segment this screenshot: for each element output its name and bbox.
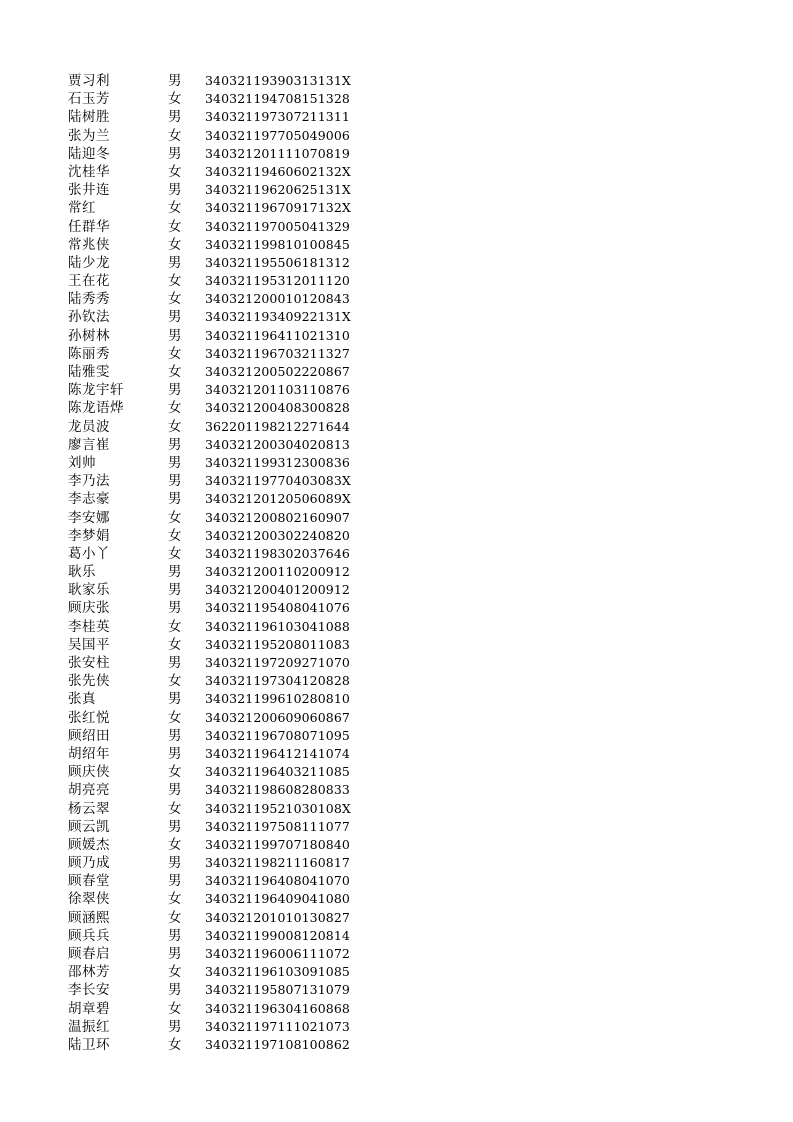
id-number-cell: 34032120120506089X bbox=[205, 491, 351, 507]
id-number-cell: 340321197209271070 bbox=[205, 655, 350, 670]
gender-cell: 男 bbox=[168, 145, 182, 162]
name-cell: 任群华 bbox=[68, 218, 110, 235]
gender-cell: 女 bbox=[168, 909, 182, 926]
name-cell: 刘帅 bbox=[68, 454, 96, 471]
table-row bbox=[0, 545, 793, 563]
gender-cell: 男 bbox=[168, 436, 182, 453]
table-row bbox=[0, 1036, 793, 1054]
name-list-table bbox=[0, 72, 793, 1054]
gender-cell: 女 bbox=[168, 200, 182, 217]
name-cell: 张为兰 bbox=[68, 127, 110, 144]
id-number-cell: 340321196103091085 bbox=[205, 964, 350, 980]
gender-cell: 女 bbox=[168, 364, 182, 380]
gender-cell: 女 bbox=[168, 709, 182, 726]
gender-cell: 男 bbox=[168, 691, 182, 708]
table-row bbox=[0, 181, 793, 199]
name-cell: 李志豪 bbox=[68, 491, 110, 508]
table-row bbox=[0, 909, 793, 927]
table-row bbox=[0, 72, 793, 90]
table-row bbox=[0, 290, 793, 308]
gender-cell: 女 bbox=[168, 636, 182, 653]
table-row bbox=[0, 490, 793, 508]
name-cell: 龙员波 bbox=[68, 418, 110, 435]
name-cell: 胡亮亮 bbox=[68, 782, 110, 799]
gender-cell: 女 bbox=[168, 91, 182, 108]
table-row bbox=[0, 236, 793, 254]
name-cell: 孙树林 bbox=[68, 327, 110, 344]
name-cell: 杨云翠 bbox=[68, 800, 110, 817]
gender-cell: 女 bbox=[168, 527, 182, 544]
table-row bbox=[0, 599, 793, 617]
name-cell: 石玉芳 bbox=[68, 91, 110, 108]
id-number-cell: 340321195506181312 bbox=[205, 254, 350, 270]
table-row bbox=[0, 763, 793, 781]
gender-cell: 女 bbox=[168, 964, 182, 981]
gender-cell: 女 bbox=[168, 800, 182, 817]
table-row bbox=[0, 927, 793, 945]
name-cell: 顾绍田 bbox=[68, 727, 110, 744]
id-number-cell: 340321196103041088 bbox=[205, 618, 350, 634]
id-number-cell: 340321196304160868 bbox=[205, 1000, 350, 1016]
table-row bbox=[0, 727, 793, 745]
gender-cell: 女 bbox=[168, 1036, 182, 1053]
name-cell: 陆少龙 bbox=[68, 254, 110, 271]
name-cell: 李桂英 bbox=[68, 618, 110, 635]
table-row bbox=[0, 963, 793, 981]
table-row bbox=[0, 690, 793, 708]
name-cell: 胡绍年 bbox=[68, 745, 110, 762]
gender-cell: 男 bbox=[168, 564, 182, 581]
gender-cell: 女 bbox=[168, 236, 182, 253]
table-row bbox=[0, 872, 793, 890]
table-row bbox=[0, 781, 793, 799]
id-number-cell: 34032119340922131X bbox=[205, 309, 351, 325]
table-row bbox=[0, 127, 793, 145]
table-row bbox=[0, 654, 793, 672]
id-number-cell: 340321197307211311 bbox=[205, 109, 350, 125]
name-cell: 胡章碧 bbox=[68, 1000, 110, 1017]
name-cell: 顾云凯 bbox=[68, 818, 110, 835]
gender-cell: 男 bbox=[168, 982, 182, 999]
table-row bbox=[0, 745, 793, 763]
id-number-cell: 340321200010120843 bbox=[205, 291, 350, 307]
gender-cell: 男 bbox=[168, 491, 182, 508]
name-cell: 耿乐 bbox=[68, 564, 96, 581]
id-number-cell: 340321200304020813 bbox=[205, 436, 350, 452]
id-number-cell: 340321196708071095 bbox=[205, 727, 350, 743]
table-row bbox=[0, 981, 793, 999]
id-number-cell: 340321197304120828 bbox=[205, 673, 350, 689]
id-number-cell: 340321201111070819 bbox=[205, 145, 350, 161]
gender-cell: 男 bbox=[168, 109, 182, 126]
gender-cell: 女 bbox=[168, 291, 182, 308]
gender-cell: 女 bbox=[168, 163, 182, 180]
table-row bbox=[0, 308, 793, 326]
gender-cell: 男 bbox=[168, 327, 182, 344]
name-cell: 孙钦法 bbox=[68, 309, 110, 326]
name-cell: 葛小丫 bbox=[68, 545, 110, 562]
name-cell: 张真 bbox=[68, 691, 96, 708]
gender-cell: 女 bbox=[168, 273, 182, 290]
id-number-cell: 34032119390313131X bbox=[205, 73, 351, 88]
table-row bbox=[0, 1018, 793, 1036]
id-number-cell: 340321195807131079 bbox=[205, 982, 350, 998]
id-number-cell: 340321199312300836 bbox=[205, 454, 350, 470]
table-row bbox=[0, 672, 793, 690]
id-number-cell: 340321197705049006 bbox=[205, 127, 350, 143]
table-row bbox=[0, 836, 793, 854]
name-cell: 张安柱 bbox=[68, 655, 110, 671]
id-number-cell: 340321199707180840 bbox=[205, 836, 350, 852]
name-cell: 陈龙宇轩 bbox=[68, 382, 124, 399]
id-number-cell: 340321199810100845 bbox=[205, 236, 350, 252]
id-number-cell: 34032119620625131X bbox=[205, 182, 351, 198]
id-number-cell: 340321195408041076 bbox=[205, 600, 350, 616]
table-row bbox=[0, 890, 793, 908]
name-cell: 廖言崔 bbox=[68, 436, 110, 453]
name-cell: 李安娜 bbox=[68, 509, 110, 526]
gender-cell: 男 bbox=[168, 582, 182, 599]
table-row bbox=[0, 709, 793, 727]
name-cell: 陆卫环 bbox=[68, 1036, 110, 1053]
gender-cell: 男 bbox=[168, 600, 182, 617]
name-cell: 顾庆张 bbox=[68, 600, 110, 617]
name-cell: 顾春堂 bbox=[68, 873, 110, 890]
table-row bbox=[0, 618, 793, 636]
name-cell: 张红悦 bbox=[68, 709, 110, 726]
name-cell: 顾涵熙 bbox=[68, 909, 110, 926]
id-number-cell: 340321196412141074 bbox=[205, 745, 350, 761]
table-row bbox=[0, 800, 793, 818]
gender-cell: 女 bbox=[168, 1000, 182, 1017]
name-cell: 徐翠侠 bbox=[68, 891, 110, 908]
table-row bbox=[0, 363, 793, 381]
gender-cell: 男 bbox=[168, 254, 182, 271]
table-row bbox=[0, 381, 793, 399]
name-cell: 贾习利 bbox=[68, 73, 110, 89]
id-number-cell: 340321200302240820 bbox=[205, 527, 350, 543]
name-cell: 陈龙语烨 bbox=[68, 400, 124, 417]
table-row bbox=[0, 509, 793, 527]
gender-cell: 男 bbox=[168, 782, 182, 799]
table-row bbox=[0, 527, 793, 545]
id-number-cell: 340321196411021310 bbox=[205, 327, 350, 343]
table-row bbox=[0, 945, 793, 963]
gender-cell: 男 bbox=[168, 873, 182, 890]
table-row bbox=[0, 563, 793, 581]
gender-cell: 女 bbox=[168, 218, 182, 235]
gender-cell: 女 bbox=[168, 891, 182, 908]
name-cell: 李长安 bbox=[68, 982, 110, 999]
name-cell: 张井连 bbox=[68, 182, 110, 199]
table-row bbox=[0, 399, 793, 417]
table-row bbox=[0, 636, 793, 654]
table-row bbox=[0, 163, 793, 181]
gender-cell: 男 bbox=[168, 1018, 182, 1035]
id-number-cell: 340321197111021073 bbox=[205, 1018, 350, 1034]
name-cell: 陆树胜 bbox=[68, 109, 110, 126]
table-row bbox=[0, 345, 793, 363]
table-row bbox=[0, 581, 793, 599]
id-number-cell: 34032119770403083X bbox=[205, 473, 351, 489]
table-row bbox=[0, 472, 793, 490]
gender-cell: 女 bbox=[168, 545, 182, 562]
gender-cell: 女 bbox=[168, 673, 182, 690]
id-number-cell: 340321198302037646 bbox=[205, 545, 350, 561]
gender-cell: 女 bbox=[168, 509, 182, 526]
id-number-cell: 340321200408300828 bbox=[205, 400, 350, 416]
id-number-cell: 340321198211160817 bbox=[205, 855, 350, 871]
table-row bbox=[0, 108, 793, 126]
id-number-cell: 340321195312011120 bbox=[205, 273, 350, 289]
id-number-cell: 340321200609060867 bbox=[205, 709, 350, 725]
table-row bbox=[0, 199, 793, 217]
gender-cell: 男 bbox=[168, 855, 182, 872]
gender-cell: 男 bbox=[168, 727, 182, 744]
name-cell: 顾乃成 bbox=[68, 855, 110, 872]
name-cell: 邵林芳 bbox=[68, 964, 110, 981]
id-number-cell: 340321200502220867 bbox=[205, 364, 350, 379]
id-number-cell: 340321194708151328 bbox=[205, 91, 350, 107]
name-cell: 张先侠 bbox=[68, 673, 110, 690]
id-number-cell: 340321199610280810 bbox=[205, 691, 350, 707]
id-number-cell: 340321200401200912 bbox=[205, 582, 350, 598]
name-cell: 顾庆侠 bbox=[68, 764, 110, 781]
table-row bbox=[0, 436, 793, 454]
gender-cell: 男 bbox=[168, 454, 182, 471]
id-number-cell: 340321201010130827 bbox=[205, 909, 350, 925]
table-row bbox=[0, 272, 793, 290]
gender-cell: 女 bbox=[168, 345, 182, 362]
id-number-cell: 340321196408041070 bbox=[205, 873, 350, 889]
name-cell: 陆雅雯 bbox=[68, 364, 110, 380]
name-cell: 常兆侠 bbox=[68, 236, 110, 253]
gender-cell: 男 bbox=[168, 655, 182, 671]
id-number-cell: 340321197005041329 bbox=[205, 218, 350, 234]
id-number-cell: 340321200110200912 bbox=[205, 564, 350, 580]
gender-cell: 女 bbox=[168, 836, 182, 853]
table-row bbox=[0, 418, 793, 436]
name-cell: 顾媛杰 bbox=[68, 836, 110, 853]
name-cell: 陆迎冬 bbox=[68, 145, 110, 162]
table-row bbox=[0, 1000, 793, 1018]
id-number-cell: 34032119670917132X bbox=[205, 200, 351, 216]
table-row bbox=[0, 90, 793, 108]
table-row bbox=[0, 454, 793, 472]
gender-cell: 男 bbox=[168, 946, 182, 962]
id-number-cell: 340321196403211085 bbox=[205, 764, 350, 780]
id-number-cell: 34032119460602132X bbox=[205, 163, 351, 179]
gender-cell: 女 bbox=[168, 418, 182, 435]
name-cell: 李乃法 bbox=[68, 473, 110, 490]
gender-cell: 女 bbox=[168, 618, 182, 635]
gender-cell: 男 bbox=[168, 818, 182, 835]
name-cell: 顾春启 bbox=[68, 946, 110, 962]
gender-cell: 女 bbox=[168, 127, 182, 144]
name-cell: 常红 bbox=[68, 200, 96, 217]
gender-cell: 男 bbox=[168, 745, 182, 762]
id-number-cell: 340321196703211327 bbox=[205, 345, 350, 361]
gender-cell: 男 bbox=[168, 73, 182, 89]
name-cell: 耿家乐 bbox=[68, 582, 110, 599]
gender-cell: 男 bbox=[168, 182, 182, 199]
name-cell: 顾兵兵 bbox=[68, 927, 110, 944]
gender-cell: 男 bbox=[168, 927, 182, 944]
gender-cell: 女 bbox=[168, 400, 182, 417]
id-number-cell: 340321196409041080 bbox=[205, 891, 350, 907]
name-cell: 温振红 bbox=[68, 1018, 110, 1035]
id-number-cell: 340321195208011083 bbox=[205, 636, 350, 652]
table-row bbox=[0, 254, 793, 272]
gender-cell: 男 bbox=[168, 382, 182, 399]
id-number-cell: 340321198608280833 bbox=[205, 782, 350, 798]
table-row bbox=[0, 854, 793, 872]
id-number-cell: 340321197108100862 bbox=[205, 1036, 350, 1052]
name-cell: 吴国平 bbox=[68, 636, 110, 653]
gender-cell: 男 bbox=[168, 473, 182, 490]
id-number-cell: 340321196006111072 bbox=[205, 946, 350, 961]
table-row bbox=[0, 818, 793, 836]
name-cell: 陆秀秀 bbox=[68, 291, 110, 308]
id-number-cell: 340321199008120814 bbox=[205, 927, 350, 943]
id-number-cell: 34032119521030108X bbox=[205, 800, 351, 816]
id-number-cell: 340321200802160907 bbox=[205, 509, 350, 525]
id-number-cell: 340321197508111077 bbox=[205, 818, 350, 834]
table-row bbox=[0, 327, 793, 345]
gender-cell: 女 bbox=[168, 764, 182, 781]
id-number-cell: 340321201103110876 bbox=[205, 382, 350, 398]
table-row bbox=[0, 218, 793, 236]
gender-cell: 男 bbox=[168, 309, 182, 326]
id-number-cell: 362201198212271644 bbox=[205, 418, 350, 434]
name-cell: 李梦娟 bbox=[68, 527, 110, 544]
name-cell: 沈桂华 bbox=[68, 163, 110, 180]
table-row bbox=[0, 145, 793, 163]
name-cell: 王在花 bbox=[68, 273, 110, 290]
name-cell: 陈丽秀 bbox=[68, 345, 110, 362]
